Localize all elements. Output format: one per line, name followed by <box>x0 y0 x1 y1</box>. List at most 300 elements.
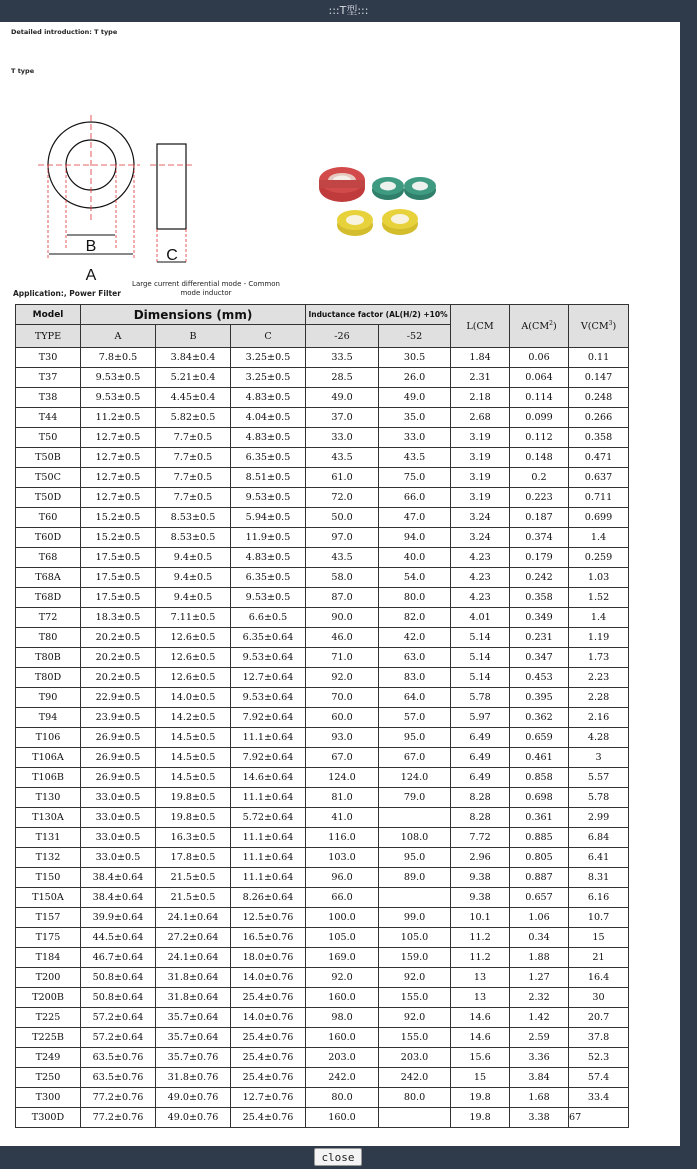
cell-area: 0.06 <box>510 348 569 368</box>
cell-dim-b: 35.7±0.76 <box>156 1048 231 1068</box>
table-row <box>16 528 629 548</box>
cell-area: 0.223 <box>510 488 569 508</box>
header-c: C <box>231 325 306 348</box>
cell-model: T60D <box>16 528 81 548</box>
cell-al-52: 35.0 <box>379 408 451 428</box>
cell-dim-a: 44.5±0.64 <box>81 928 156 948</box>
cell-al-26: 58.0 <box>306 568 379 588</box>
cell-model: T130 <box>16 788 81 808</box>
cell-al-26: 242.0 <box>306 1068 379 1088</box>
cell-volume: 67 <box>569 1108 629 1128</box>
cell-dim-b: 31.8±0.64 <box>156 988 231 1008</box>
cell-dim-b: 31.8±0.76 <box>156 1068 231 1088</box>
cell-area: 0.34 <box>510 928 569 948</box>
cell-dim-b: 5.82±0.5 <box>156 408 231 428</box>
cell-dim-b: 21.5±0.5 <box>156 868 231 888</box>
cell-area: 0.885 <box>510 828 569 848</box>
cell-model: T200B <box>16 988 81 1008</box>
cell-al-52: 63.0 <box>379 648 451 668</box>
header-area <box>510 305 569 348</box>
header-vol-close: ) <box>612 321 617 333</box>
cell-dim-b: 9.4±0.5 <box>156 548 231 568</box>
cell-al-52: 80.0 <box>379 1088 451 1108</box>
cell-model: T106A <box>16 748 81 768</box>
cell-model: T225B <box>16 1028 81 1048</box>
table-row <box>16 928 629 948</box>
cell-area: 0.659 <box>510 728 569 748</box>
cell-model: T38 <box>16 388 81 408</box>
cell-dim-b: 35.7±0.64 <box>156 1028 231 1048</box>
table-row <box>16 788 629 808</box>
cell-area: 3.36 <box>510 1048 569 1068</box>
cell-dim-b: 17.8±0.5 <box>156 848 231 868</box>
cell-al-26: 43.5 <box>306 548 379 568</box>
cell-dim-b: 7.7±0.5 <box>156 488 231 508</box>
cell-volume: 16.4 <box>569 968 629 988</box>
cell-volume: 5.78 <box>569 788 629 808</box>
cell-dim-a: 57.2±0.64 <box>81 1008 156 1028</box>
cell-l: 4.23 <box>451 548 510 568</box>
cell-area: 0.231 <box>510 628 569 648</box>
cell-al-26: 103.0 <box>306 848 379 868</box>
cell-volume: 1.52 <box>569 588 629 608</box>
cell-dim-a: 33.0±0.5 <box>81 808 156 828</box>
spec-table <box>15 304 629 1128</box>
cell-model: T175 <box>16 928 81 948</box>
cell-dim-c: 7.92±0.64 <box>231 708 306 728</box>
cell-volume: 15 <box>569 928 629 948</box>
cell-l: 10.1 <box>451 908 510 928</box>
label-a: A <box>85 267 97 284</box>
cell-l: 3.19 <box>451 468 510 488</box>
cell-dim-b: 24.1±0.64 <box>156 948 231 968</box>
cell-model: T50D <box>16 488 81 508</box>
cell-area: 0.374 <box>510 528 569 548</box>
table-row <box>16 608 629 628</box>
cell-al-52: 155.0 <box>379 1028 451 1048</box>
cell-l: 2.31 <box>451 368 510 388</box>
header-model: Model <box>16 305 81 325</box>
cell-dim-a: 20.2±0.5 <box>81 668 156 688</box>
cell-area: 1.68 <box>510 1088 569 1108</box>
cell-al-26: 96.0 <box>306 868 379 888</box>
cell-l: 6.49 <box>451 768 510 788</box>
cell-dim-b: 21.5±0.5 <box>156 888 231 908</box>
close-button[interactable]: close <box>314 1148 362 1166</box>
table-row <box>16 1088 629 1108</box>
cell-dim-a: 33.0±0.5 <box>81 788 156 808</box>
cell-volume: 6.84 <box>569 828 629 848</box>
cell-l: 4.23 <box>451 568 510 588</box>
cell-al-26: 160.0 <box>306 1108 379 1128</box>
cell-dim-c: 9.53±0.5 <box>231 588 306 608</box>
cell-volume: 1.73 <box>569 648 629 668</box>
table-row <box>16 408 629 428</box>
cell-al-52: 94.0 <box>379 528 451 548</box>
cell-model: T68A <box>16 568 81 588</box>
cell-area: 0.887 <box>510 868 569 888</box>
table-row <box>16 568 629 588</box>
table-row <box>16 588 629 608</box>
cell-dim-c: 5.72±0.64 <box>231 808 306 828</box>
cell-area: 0.347 <box>510 648 569 668</box>
cell-dim-a: 46.7±0.64 <box>81 948 156 968</box>
cell-dim-c: 16.5±0.76 <box>231 928 306 948</box>
cell-dim-b: 12.6±0.5 <box>156 628 231 648</box>
cell-area: 0.242 <box>510 568 569 588</box>
header-volume <box>569 305 629 348</box>
cell-dim-b: 27.2±0.64 <box>156 928 231 948</box>
cell-dim-a: 17.5±0.5 <box>81 568 156 588</box>
cell-dim-c: 25.4±0.76 <box>231 1068 306 1088</box>
cell-model: T50 <box>16 428 81 448</box>
cell-al-52: 83.0 <box>379 668 451 688</box>
cell-al-26: 92.0 <box>306 668 379 688</box>
cell-al-26: 60.0 <box>306 708 379 728</box>
cell-area: 0.064 <box>510 368 569 388</box>
cell-model: T225 <box>16 1008 81 1028</box>
cell-area: 0.858 <box>510 768 569 788</box>
cell-l: 5.14 <box>451 668 510 688</box>
cell-volume: 2.23 <box>569 668 629 688</box>
cell-al-52: 99.0 <box>379 908 451 928</box>
cell-l: 15.6 <box>451 1048 510 1068</box>
cell-l: 2.68 <box>451 408 510 428</box>
cell-al-26: 203.0 <box>306 1048 379 1068</box>
cell-model: T80 <box>16 628 81 648</box>
header-minus-52: -52 <box>379 325 451 348</box>
cell-volume: 5.57 <box>569 768 629 788</box>
table-row <box>16 488 629 508</box>
cell-al-26: 160.0 <box>306 988 379 1008</box>
cell-model: T68D <box>16 588 81 608</box>
cell-al-26: 33.0 <box>306 428 379 448</box>
cell-area: 0.453 <box>510 668 569 688</box>
cell-al-26: 50.0 <box>306 508 379 528</box>
cell-dim-a: 9.53±0.5 <box>81 368 156 388</box>
cell-model: T30 <box>16 348 81 368</box>
cell-dim-b: 16.3±0.5 <box>156 828 231 848</box>
cell-volume: 0.11 <box>569 348 629 368</box>
cell-dim-b: 14.2±0.5 <box>156 708 231 728</box>
cell-model: T50B <box>16 448 81 468</box>
table-row <box>16 728 629 748</box>
table-row <box>16 948 629 968</box>
cell-dim-c: 11.1±0.64 <box>231 728 306 748</box>
table-row <box>16 1068 629 1088</box>
cell-volume: 1.4 <box>569 608 629 628</box>
cell-volume: 0.711 <box>569 488 629 508</box>
table-row <box>16 508 629 528</box>
cell-al-26: 116.0 <box>306 828 379 848</box>
table-row <box>16 868 629 888</box>
cell-dim-c: 3.25±0.5 <box>231 348 306 368</box>
spec-table-body <box>16 348 629 1128</box>
cell-al-26: 43.5 <box>306 448 379 468</box>
cell-area: 1.42 <box>510 1008 569 1028</box>
header-a: A <box>81 325 156 348</box>
cell-al-26: 93.0 <box>306 728 379 748</box>
cell-model: T90 <box>16 688 81 708</box>
cell-model: T37 <box>16 368 81 388</box>
cell-al-52: 108.0 <box>379 828 451 848</box>
cell-model: T157 <box>16 908 81 928</box>
table-row <box>16 468 629 488</box>
cell-al-26: 92.0 <box>306 968 379 988</box>
cell-volume: 0.266 <box>569 408 629 428</box>
header-type: TYPE <box>16 325 81 348</box>
cell-volume: 4.28 <box>569 728 629 748</box>
cell-dim-c: 6.35±0.5 <box>231 448 306 468</box>
section-title: T type <box>11 67 35 75</box>
table-row <box>16 828 629 848</box>
cell-al-52 <box>379 808 451 828</box>
cell-area: 1.06 <box>510 908 569 928</box>
cell-dim-c: 8.51±0.5 <box>231 468 306 488</box>
cell-l: 5.78 <box>451 688 510 708</box>
cell-volume: 10.7 <box>569 908 629 928</box>
cell-l: 9.38 <box>451 868 510 888</box>
cell-dim-c: 25.4±0.76 <box>231 1108 306 1128</box>
cell-al-52: 124.0 <box>379 768 451 788</box>
cell-dim-b: 7.7±0.5 <box>156 428 231 448</box>
cell-volume: 1.4 <box>569 528 629 548</box>
cell-dim-c: 14.0±0.76 <box>231 1008 306 1028</box>
cell-l: 3.19 <box>451 428 510 448</box>
table-row <box>16 968 629 988</box>
cell-area: 0.148 <box>510 448 569 468</box>
table-row <box>16 648 629 668</box>
cell-al-52: 75.0 <box>379 468 451 488</box>
cell-al-26: 90.0 <box>306 608 379 628</box>
cell-l: 14.6 <box>451 1008 510 1028</box>
table-row <box>16 368 629 388</box>
cell-area: 1.27 <box>510 968 569 988</box>
cell-model: T250 <box>16 1068 81 1088</box>
cell-dim-a: 9.53±0.5 <box>81 388 156 408</box>
cell-al-52: 203.0 <box>379 1048 451 1068</box>
cell-dim-b: 4.45±0.4 <box>156 388 231 408</box>
table-row <box>16 1028 629 1048</box>
cell-al-52: 40.0 <box>379 548 451 568</box>
cell-al-26: 72.0 <box>306 488 379 508</box>
table-row <box>16 768 629 788</box>
cell-dim-c: 25.4±0.76 <box>231 1028 306 1048</box>
cell-area: 0.114 <box>510 388 569 408</box>
cell-model: T72 <box>16 608 81 628</box>
cell-dim-b: 49.0±0.76 <box>156 1088 231 1108</box>
cell-volume: 37.8 <box>569 1028 629 1048</box>
cell-l: 3.24 <box>451 508 510 528</box>
cell-dim-b: 19.8±0.5 <box>156 788 231 808</box>
cell-volume: 0.699 <box>569 508 629 528</box>
cell-al-52: 54.0 <box>379 568 451 588</box>
cell-l: 3.24 <box>451 528 510 548</box>
cell-l: 19.8 <box>451 1088 510 1108</box>
cell-l: 11.2 <box>451 928 510 948</box>
table-row <box>16 688 629 708</box>
cell-dim-b: 35.7±0.64 <box>156 1008 231 1028</box>
header-area-exp: 2 <box>549 319 553 327</box>
cell-dim-c: 9.53±0.64 <box>231 688 306 708</box>
table-row <box>16 708 629 728</box>
cell-al-26: 70.0 <box>306 688 379 708</box>
cell-volume: 0.259 <box>569 548 629 568</box>
table-row <box>16 548 629 568</box>
cell-al-52: 159.0 <box>379 948 451 968</box>
cell-model: T249 <box>16 1048 81 1068</box>
cell-volume: 2.99 <box>569 808 629 828</box>
cell-al-52: 95.0 <box>379 848 451 868</box>
cell-volume: 1.19 <box>569 628 629 648</box>
cell-model: T150A <box>16 888 81 908</box>
cell-dim-c: 4.04±0.5 <box>231 408 306 428</box>
cell-model: T106B <box>16 768 81 788</box>
cell-volume: 1.03 <box>569 568 629 588</box>
header-minus-26: -26 <box>306 325 379 348</box>
cell-area: 0.698 <box>510 788 569 808</box>
cell-volume: 6.16 <box>569 888 629 908</box>
cell-l: 8.28 <box>451 808 510 828</box>
cell-dim-c: 11.9±0.5 <box>231 528 306 548</box>
toroid-dimension-diagram <box>30 110 200 284</box>
header-l: L(CM <box>451 305 510 348</box>
cell-al-26: 80.0 <box>306 1088 379 1108</box>
cell-al-26: 87.0 <box>306 588 379 608</box>
cell-al-52: 26.0 <box>379 368 451 388</box>
cell-al-52: 95.0 <box>379 728 451 748</box>
cell-dim-c: 11.1±0.64 <box>231 868 306 888</box>
vertical-scrollbar[interactable] <box>680 22 697 1146</box>
cell-area: 0.657 <box>510 888 569 908</box>
cell-model: T184 <box>16 948 81 968</box>
cell-volume: 0.248 <box>569 388 629 408</box>
table-row <box>16 808 629 828</box>
cell-dim-a: 63.5±0.76 <box>81 1048 156 1068</box>
cell-l: 6.49 <box>451 728 510 748</box>
cell-volume: 21 <box>569 948 629 968</box>
cell-dim-c: 14.6±0.64 <box>231 768 306 788</box>
cell-al-52 <box>379 1108 451 1128</box>
cell-volume: 57.4 <box>569 1068 629 1088</box>
cell-dim-a: 50.8±0.64 <box>81 988 156 1008</box>
cell-area: 0.187 <box>510 508 569 528</box>
cell-area: 0.395 <box>510 688 569 708</box>
cell-volume: 20.7 <box>569 1008 629 1028</box>
cell-dim-b: 14.5±0.5 <box>156 728 231 748</box>
cell-volume: 52.3 <box>569 1048 629 1068</box>
cell-al-52: 92.0 <box>379 1008 451 1028</box>
cell-dim-a: 26.9±0.5 <box>81 728 156 748</box>
table-row <box>16 1108 629 1128</box>
cell-dim-a: 26.9±0.5 <box>81 748 156 768</box>
cell-dim-b: 7.11±0.5 <box>156 608 231 628</box>
cell-dim-b: 14.5±0.5 <box>156 748 231 768</box>
cell-dim-c: 6.35±0.64 <box>231 628 306 648</box>
cell-dim-c: 3.25±0.5 <box>231 368 306 388</box>
cell-volume: 8.31 <box>569 868 629 888</box>
table-row <box>16 448 629 468</box>
cell-al-52: 30.5 <box>379 348 451 368</box>
cell-dim-c: 5.94±0.5 <box>231 508 306 528</box>
footer-bar <box>0 1146 697 1169</box>
cell-dim-c: 9.53±0.5 <box>231 488 306 508</box>
cell-area: 0.362 <box>510 708 569 728</box>
table-row <box>16 628 629 648</box>
cell-al-26: 98.0 <box>306 1008 379 1028</box>
cell-model: T130A <box>16 808 81 828</box>
cell-dim-c: 7.92±0.64 <box>231 748 306 768</box>
cell-l: 13 <box>451 988 510 1008</box>
cell-dim-b: 12.6±0.5 <box>156 648 231 668</box>
header-inductance: Inductance factor (AL(H/2) +10% <box>306 305 451 325</box>
table-row <box>16 388 629 408</box>
cell-volume: 2.16 <box>569 708 629 728</box>
cell-l: 5.14 <box>451 628 510 648</box>
cell-al-52: 49.0 <box>379 388 451 408</box>
cell-l: 2.18 <box>451 388 510 408</box>
cell-al-26: 46.0 <box>306 628 379 648</box>
table-row <box>16 668 629 688</box>
cell-area: 0.112 <box>510 428 569 448</box>
cell-dim-c: 14.0±0.76 <box>231 968 306 988</box>
cell-dim-b: 14.0±0.5 <box>156 688 231 708</box>
cell-area: 3.84 <box>510 1068 569 1088</box>
cell-area: 0.461 <box>510 748 569 768</box>
cell-dim-b: 24.1±0.64 <box>156 908 231 928</box>
cell-l: 9.38 <box>451 888 510 908</box>
toroid-cores-photo <box>312 152 442 237</box>
cell-al-52 <box>379 888 451 908</box>
cell-l: 14.6 <box>451 1028 510 1048</box>
cell-l: 4.01 <box>451 608 510 628</box>
cell-model: T300D <box>16 1108 81 1128</box>
cell-dim-a: 15.2±0.5 <box>81 528 156 548</box>
cell-dim-b: 5.21±0.4 <box>156 368 231 388</box>
application-value: Large current differential mode - Common mode inductor <box>124 280 288 298</box>
cell-dim-a: 50.8±0.64 <box>81 968 156 988</box>
cell-model: T200 <box>16 968 81 988</box>
header-dimensions: Dimensions (mm) <box>81 305 306 325</box>
application-label: Application:, Power Filter <box>13 289 121 298</box>
cell-dim-a: 17.5±0.5 <box>81 548 156 568</box>
cell-dim-a: 12.7±0.5 <box>81 488 156 508</box>
cell-dim-b: 3.84±0.4 <box>156 348 231 368</box>
table-row <box>16 428 629 448</box>
header-area-close: ) <box>552 321 557 333</box>
cell-al-26: 100.0 <box>306 908 379 928</box>
cell-dim-c: 12.7±0.76 <box>231 1088 306 1108</box>
table-row <box>16 888 629 908</box>
cell-area: 0.099 <box>510 408 569 428</box>
cell-model: T132 <box>16 848 81 868</box>
cell-model: T300 <box>16 1088 81 1108</box>
cell-model: T131 <box>16 828 81 848</box>
cell-al-26: 33.5 <box>306 348 379 368</box>
cell-dim-c: 11.1±0.64 <box>231 788 306 808</box>
cell-al-52: 57.0 <box>379 708 451 728</box>
cell-dim-a: 26.9±0.5 <box>81 768 156 788</box>
cell-volume: 0.147 <box>569 368 629 388</box>
cell-dim-a: 33.0±0.5 <box>81 848 156 868</box>
table-row <box>16 348 629 368</box>
cell-dim-b: 7.7±0.5 <box>156 468 231 488</box>
cell-dim-a: 11.2±0.5 <box>81 408 156 428</box>
cell-dim-a: 12.7±0.5 <box>81 468 156 488</box>
cell-area: 2.59 <box>510 1028 569 1048</box>
cell-al-52: 47.0 <box>379 508 451 528</box>
cell-al-52: 80.0 <box>379 588 451 608</box>
